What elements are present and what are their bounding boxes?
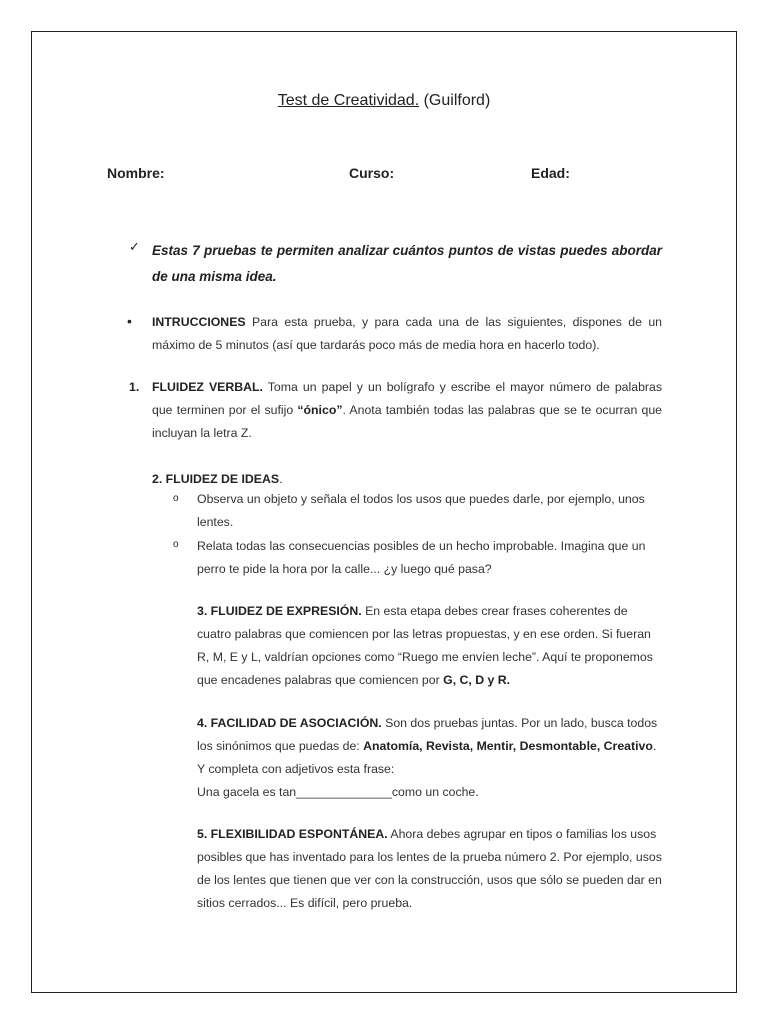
document-title (32, 92, 736, 110)
bullet-icon: • (127, 313, 132, 329)
section-2-item: Observa un objeto y señala el todos los usos que puedes darle, por ejemplo, unos lentes. (197, 492, 645, 529)
section-1-number: 1. (129, 380, 140, 394)
edad-label: Edad: (531, 165, 570, 181)
title-suffix: (Guilford) (419, 92, 491, 109)
section-1-text-a: Toma un papel y un bolígrafo y escribe el mayor número de palabras que terminen por el sufijo (152, 380, 662, 417)
section-5-paragraph (197, 823, 662, 915)
section-3-heading: 3. FLUIDEZ DE EXPRESIÓN. (197, 604, 362, 618)
document-page (31, 31, 737, 993)
instructions-heading: INTRUCCIONES (152, 315, 246, 329)
section-2-heading: 2. FLUIDEZ DE IDEAS (152, 472, 280, 486)
title-underlined: Test de Creatividad. (277, 92, 420, 109)
section-1-suffix: “ónico” (297, 403, 343, 417)
instructions-text: Para esta prueba, y para cada una de las siguientes, dispones de un máximo de 5 minutos (así que tardarás poco más de media hora en hacerlo todo). (152, 315, 662, 352)
nombre-label: Nombre: (107, 165, 165, 181)
section-4-words: Anatomía, Revista, Mentir, Desmontable, Creativo (363, 739, 653, 753)
checkmark-icon: ✓ (129, 239, 140, 254)
section-5-text: Ahora debes agrupar en tipos o familias los usos posibles que has inventado para los lentes de la prueba número 2. Por ejemplo, usos de los lentes que tienen que ver con la construcción, usos que sólo se pueden dar en sitios cerrados... Es difícil, pero prueba. (197, 827, 662, 910)
section-4-text-a: Son dos pruebas juntas. Por un lado, busca todos los sinónimos que puedas de: (197, 716, 658, 753)
section-3-letters: G, C, D y R. (443, 673, 511, 687)
circle-bullet-icon: o (173, 539, 179, 550)
section-4-text-b: . Y completa con adjetivos esta frase: (197, 739, 657, 776)
section-5-heading: 5. FLEXIBILIDAD ESPONTÁNEA. (197, 827, 388, 841)
section-3-text: En esta etapa debes crear frases coherentes de cuatro palabras que comiencen por las letras propuestas, y en ese orden. Si fueran R, M, E y L, valdrían opciones como “Ruego me envíen leche”. Aquí te proponemos que encadenes palabras que comiencen por (197, 604, 653, 687)
section-3-paragraph (197, 600, 662, 692)
intro-text: Estas 7 pruebas te permiten analizar cuántos puntos de vistas puedes abordar de una misma idea. (152, 243, 662, 284)
section-2-period: . (279, 472, 283, 486)
curso-label: Curso: (349, 165, 395, 181)
section-1-paragraph (152, 376, 662, 445)
section-2-item: Relata todas las consecuencias posibles de un hecho improbable. Imagina que un perro te pide la hora por la calle... ¿y luego qué pasa? (197, 539, 646, 576)
circle-bullet-icon: o (173, 493, 179, 504)
instructions-paragraph (152, 311, 662, 357)
section-4-heading: 4. FACILIDAD DE ASOCIACIÓN. (197, 716, 382, 730)
section-4-sentence: Una gacela es tan______________como un coche. (197, 785, 479, 799)
section-1-heading: FLUIDEZ VERBAL. (152, 380, 263, 394)
section-4-paragraph (197, 712, 662, 804)
section-1-text-b: . Anota también todas las palabras que se te ocurran que incluyan la letra Z. (152, 403, 662, 440)
